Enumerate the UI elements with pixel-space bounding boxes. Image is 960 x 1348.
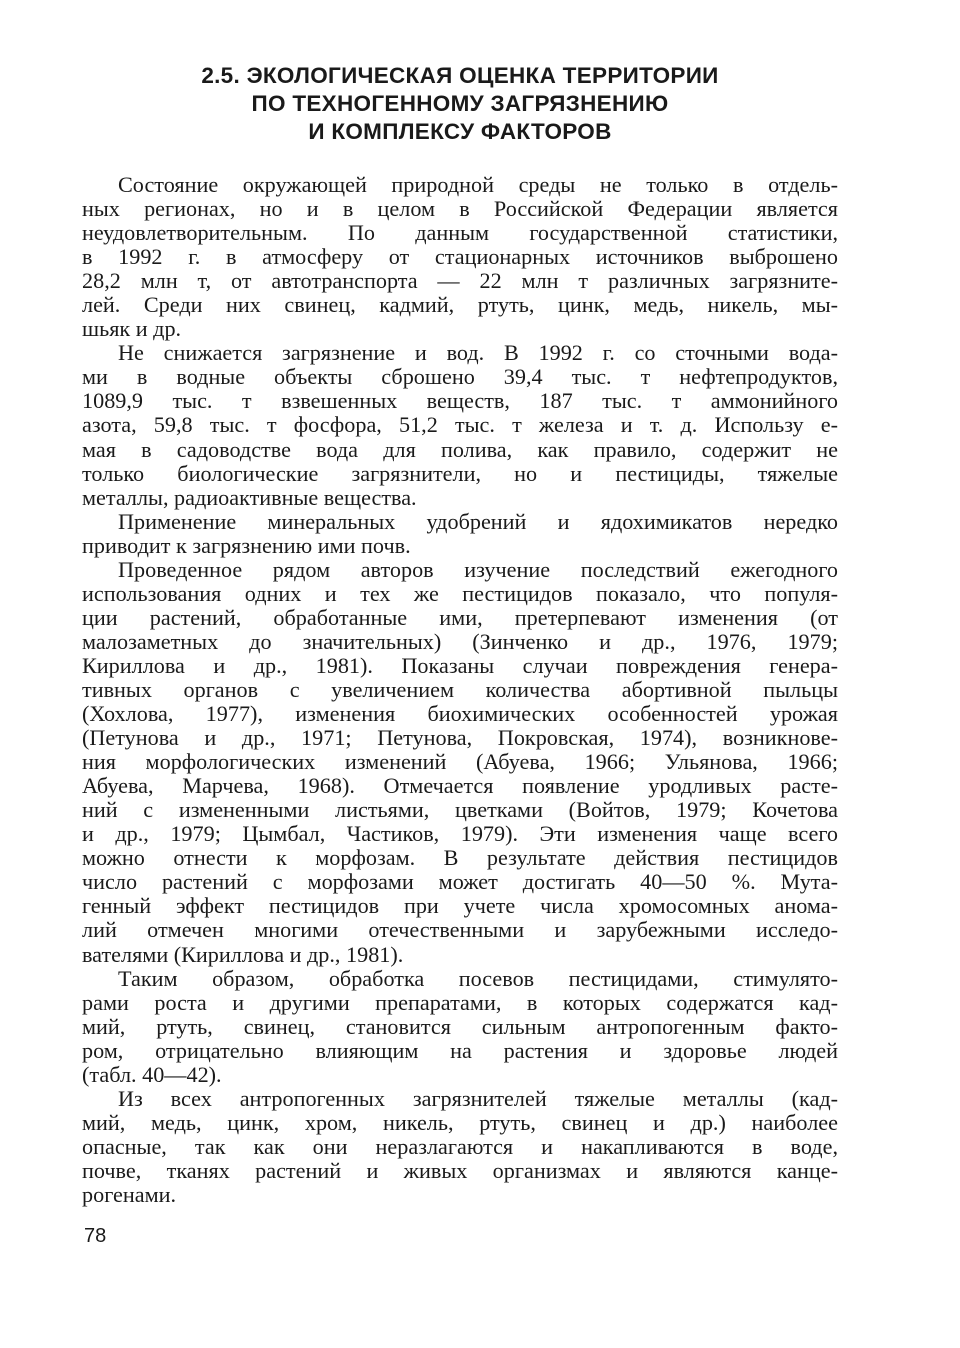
paragraph [82, 341, 838, 509]
text-line: малозаметных до значительных) (Зинченко и др., 1976, 1979; [82, 628, 838, 654]
text-line: Не снижается загрязнение и вод. В 1992 г. со сточными вода- [118, 340, 838, 366]
text-line: мая в садоводстве вода для полива, как правило, содержит не [82, 436, 838, 462]
text-line: число растений с морфозами может достигать 40—50 %. Мута- [82, 869, 838, 895]
text-line: почве, тканях растений и живых организмах и являются канце- [82, 1157, 838, 1183]
text-line: можно отнести к морфозам. В результате действия пестицидов [82, 845, 838, 871]
text-line: приводит к загрязнению ими почв. [82, 532, 411, 558]
body-text [82, 173, 838, 1207]
heading-line-3: И КОМПЛЕКСУ ФАКТОРОВ [308, 119, 612, 144]
paragraph [82, 558, 838, 967]
text-line: мий, медь, цинк, хром, никель, ртуть, свинец и др.) наиболее [82, 1109, 838, 1135]
text-line: лей. Среди них свинец, кадмий, ртуть, цинк, медь, никель, мы- [82, 292, 838, 318]
text-line: 1089,9 тыс. т взвешенных веществ, 187 тыс. т аммонийного [82, 388, 838, 414]
text-line: ния морфологических изменений (Абуева, 1966; Ульянова, 1966; [82, 749, 838, 775]
text-line: Проведенное рядом авторов изучение последствий ежегодного [118, 556, 838, 582]
text-line: ром, отрицательно влияющим на растения и здоровье людей [82, 1037, 838, 1063]
paragraph [82, 173, 838, 341]
paragraph [82, 967, 838, 1087]
paragraph [82, 510, 838, 558]
text-line: азота, 59,8 тыс. т фосфора, 51,2 тыс. т железа и т. д. Использу е- [82, 412, 838, 438]
text-line: тивных органов с увеличением количества абортивной пыльцы [82, 676, 838, 702]
text-line: в 1992 г. в атмосферу от стационарных источников выброшено [82, 244, 838, 270]
text-line: вателями (Кириллова и др., 1981). [82, 941, 404, 967]
text-line: Применение минеральных удобрений и ядохимикатов нередко [118, 508, 838, 534]
text-line: рогенами. [82, 1181, 177, 1207]
text-line: 28,2 млн т, от автотранспорта — 22 млн т различных загрязните- [82, 268, 838, 294]
page-number: 78 [84, 1225, 107, 1247]
text-line: Абуева, Марчева, 1968). Отмечается появление уродливых расте- [82, 773, 838, 799]
text-line: только биологические загрязнители, но и пестициды, тяжелые [82, 460, 838, 486]
text-line: неудовлетворительным. По данным государственной статистики, [82, 220, 838, 246]
text-line: и др., 1979; Цымбал, Частиков, 1979). Эти изменения чаще всего [82, 821, 838, 847]
text-line: лий отмечен многими отечественными и зарубежными исследо- [82, 917, 838, 943]
text-line: Из всех антропогенных загрязнителей тяжелые металлы (кад- [118, 1085, 838, 1111]
text-line: рами роста и другими препаратами, в которых содержатся кад- [82, 989, 838, 1015]
text-line: ми в водные объекты сброшено 39,4 тыс. т нефтепродуктов, [82, 364, 838, 390]
text-line: использования одних и тех же пестицидов показало, что популя- [82, 580, 838, 606]
text-line: ний с измененными листьями, цветками (Войтов, 1979; Кочетова [82, 797, 838, 823]
heading-line-2: ПО ТЕХНОГЕННОМУ ЗАГРЯЗНЕНИЮ [251, 91, 669, 116]
text-line: (Хохлова, 1977), изменения биохимических особенностей урожая [82, 701, 838, 727]
text-line: опасные, так как они неразлагаются и накапливаются в воде, [82, 1133, 838, 1159]
text-line: (табл. 40—42). [82, 1061, 222, 1087]
text-line: мий, ртуть, свинец, становится сильным антропогенным факто- [82, 1013, 838, 1039]
text-line: Кириллова и др., 1981). Показаны случаи повреждения генера- [82, 652, 838, 678]
text-line: металлы, радиоактивные вещества. [82, 484, 417, 510]
heading-line-1: 2.5. ЭКОЛОГИЧЕСКАЯ ОЦЕНКА ТЕРРИТОРИИ [201, 63, 719, 88]
text-line: ных регионах, но и в целом в Российской Федерации является [82, 196, 838, 222]
text-line: шьяк и др. [82, 316, 182, 342]
section-heading [82, 62, 838, 146]
text-line: Таким образом, обработка посевов пестицидами, стимулято- [118, 965, 838, 991]
text-line: (Петунова и др., 1971; Петунова, Покровская, 1974), возникнове- [82, 725, 838, 751]
text-line: ции растений, обработанные ими, претерпевают изменения (от [82, 604, 838, 630]
text-line: генный эффект пестицидов при учете числа хромосомных анома- [82, 893, 838, 919]
text-line: Состояние окружающей природной среды не только в отдель- [118, 172, 838, 197]
paragraph [82, 1087, 838, 1207]
